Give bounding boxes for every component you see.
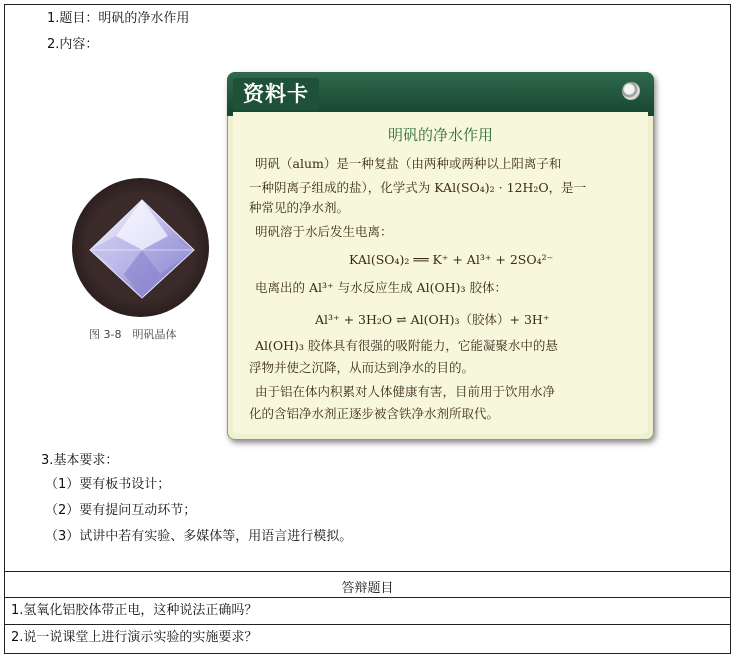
card-text-line: 电离出的 Al³⁺ 与水反应生成 Al(OH)₃ 胶体： xyxy=(255,280,507,295)
requirement-item: （3）试讲中若有实验、多媒体等，用语言进行模拟。 xyxy=(45,529,353,544)
info-card xyxy=(227,72,654,440)
document-sheet xyxy=(4,4,731,654)
topic-line: 1.题目：明矾的净水作用 xyxy=(47,11,190,26)
requirements-heading: 3.基本要求： xyxy=(41,453,119,468)
content-label: 2.内容： xyxy=(47,37,99,52)
card-header xyxy=(227,72,654,116)
crystal-icon xyxy=(72,178,209,317)
requirement-item: （1）要有板书设计； xyxy=(45,477,171,492)
card-text-line: Al(OH)₃ 胶体具有很强的吸附能力，它能凝聚水中的悬 xyxy=(255,338,558,353)
card-text-line: 明矾（alum）是一种复盐（由两种或两种以上阳离子和 xyxy=(255,156,562,171)
divider xyxy=(5,571,730,572)
card-text-line: 一种阴离子组成的盐），化学式为 KAl(SO₄)₂ · 12H₂O，是一 xyxy=(249,180,587,195)
card-title: 明矾的净水作用 xyxy=(387,126,493,144)
divider xyxy=(5,624,730,625)
ring-icon xyxy=(622,82,640,100)
card-text-line: 化的含铝净水剂正逐步被含铁净水剂所取代。 xyxy=(249,406,500,421)
ionization-equation: KAl(SO₄)₂ ══ K⁺ + Al³⁺ + 2SO₄²⁻ xyxy=(349,252,554,267)
question-item: 2.说一说课堂上进行演示实验的实施要求？ xyxy=(11,630,258,645)
question-item: 1.氢氧化铝胶体带正电，这种说法正确吗？ xyxy=(11,603,258,618)
alum-crystal-image xyxy=(72,178,209,317)
hydrolysis-equation: Al³⁺ + 3H₂O ⇌ Al(OH)₃（胶体）+ 3H⁺ xyxy=(315,312,550,327)
qa-heading: 答辩题目 xyxy=(341,581,394,596)
divider xyxy=(5,597,730,598)
figure-caption: 图 3-8 明矾晶体 xyxy=(89,328,177,341)
card-text-line: 浮物并使之沉降，从而达到净水的目的。 xyxy=(249,360,475,375)
card-tab-label: 资料卡 xyxy=(233,78,319,110)
requirement-item: （2）要有提问互动环节； xyxy=(45,503,197,518)
card-text-line: 由于铝在体内积累对人体健康有害，目前用于饮用水净 xyxy=(255,384,556,399)
card-text-line: 种常见的净水剂。 xyxy=(249,200,350,215)
card-text-line: 明矾溶于水后发生电离： xyxy=(255,224,393,239)
